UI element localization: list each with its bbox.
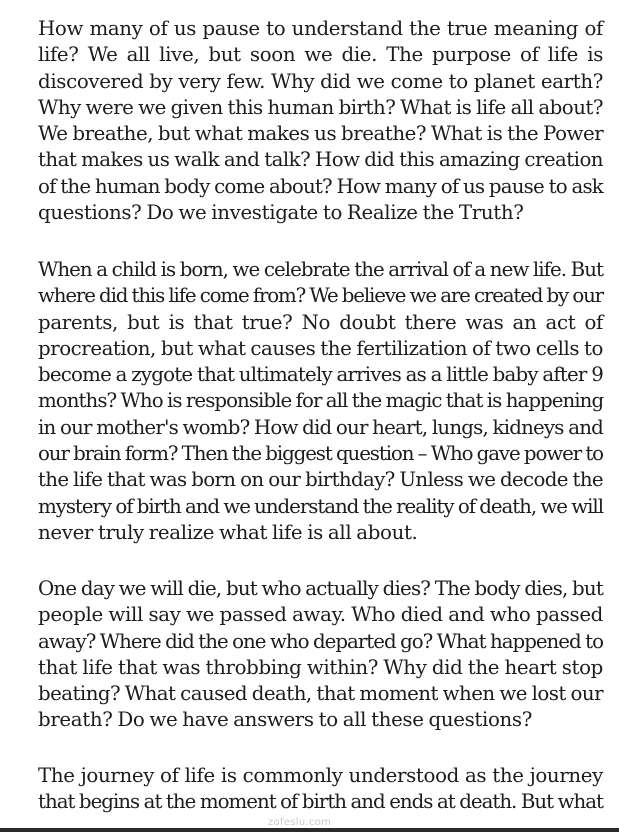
text-line: months? Who is responsible for all the magic that is happening (38, 389, 604, 413)
text-line: life? We all live, but soon we die. The purpose of life is (38, 43, 603, 67)
paragraph-2 (38, 257, 603, 546)
text-line: that begins at the moment of birth and ends at death. But what (38, 790, 603, 814)
paragraph-3 (38, 576, 603, 734)
text-line: of the human body come about? How many of us pause to ask (38, 174, 603, 198)
text-line: One day we will die, but who actually dies? The body dies, but (38, 577, 603, 600)
text-line: The journey of life is commonly understood as the journey (38, 764, 603, 787)
text-line: breath? Do we have answers to all these questions? (38, 708, 532, 732)
text-line: where did this life come from? We believe we are created by our (38, 284, 603, 308)
paragraph-1 (38, 16, 603, 226)
text-line: We breathe, but what makes us breathe? What is the Power (38, 122, 604, 146)
page-bottom-edge (0, 828, 619, 832)
text-line: Why were we given this human birth? What is life all about? (38, 95, 603, 119)
text-line: the life that was born on our birthday? Unless we decode the (38, 468, 603, 492)
text-line: parents, but is that true? No doubt there was an act of (38, 310, 603, 334)
text-line: that life that was throbbing within? Why did the heart stop (38, 655, 603, 679)
text-line: questions? Do we investigate to Realize the Truth? (38, 201, 524, 225)
paragraph-4 (38, 763, 603, 816)
text-line: become a zygote that ultimately arrives as a little baby after 9 (38, 363, 603, 387)
text-line: in our mother's womb? How did our heart, lungs, kidneys and (38, 415, 603, 439)
text-line: our brain form? Then the biggest question – Who gave power to (38, 442, 603, 466)
text-line: away? Where did the one who departed go? What happened to (38, 629, 603, 653)
text-line: discovered by very few. Why did we come to planet earth? (38, 69, 603, 93)
text-line: mystery of birth and we understand the reality of death, we will (38, 494, 603, 518)
text-line: How many of us pause to understand the true meaning of (38, 17, 603, 40)
text-line: When a child is born, we celebrate the arrival of a new life. But (38, 258, 603, 281)
text-line: people will say we passed away. Who died and who passed (38, 603, 603, 627)
text-line: that makes us walk and talk? How did this amazing creation (38, 148, 603, 172)
text-line: procreation, but what causes the fertilization of two cells to (38, 336, 603, 360)
text-line: beating? What caused death, that moment when we lost our (38, 682, 603, 706)
text-line: never truly realize what life is all about. (38, 520, 418, 544)
watermark: zofeslu.com (268, 817, 332, 828)
